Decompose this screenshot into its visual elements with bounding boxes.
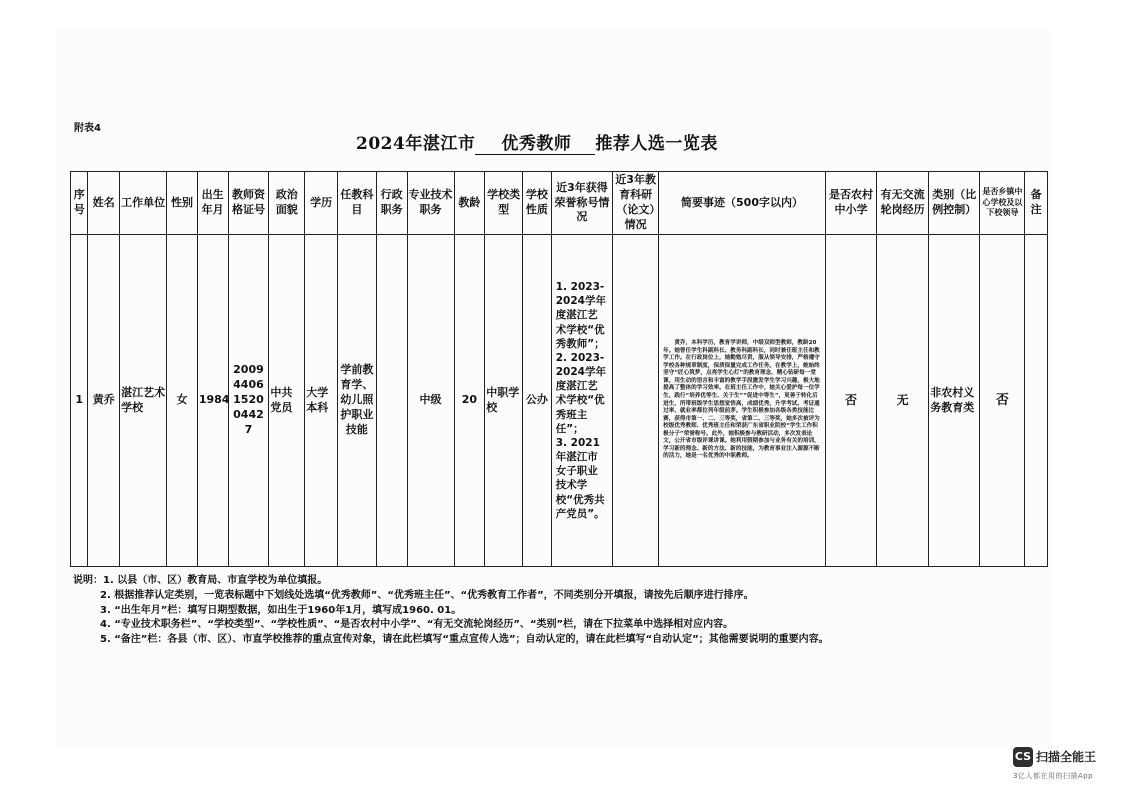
cell-education: 大学本科	[305, 235, 338, 567]
note-line: 2. 根据推荐认定类别，一览表标题中下划线处选填“优秀教师”、“优秀班主任”、“优秀教育工作者”，不同类别分开填报，请按先后顺序进行排序。	[100, 589, 754, 601]
cell-unit: 湛江艺术学校	[120, 235, 167, 567]
header-unit: 工作单位	[120, 172, 167, 235]
header-leader: 是否乡镇中心学校及以下校领导	[980, 172, 1025, 235]
cell-admin	[376, 235, 407, 567]
header-honors: 近3年获得荣誉称号情况	[551, 172, 612, 235]
title-prefix: 2024年湛江市	[356, 134, 476, 154]
header-political: 政治面貌	[269, 172, 305, 235]
scanner-name: 扫描全能王	[1036, 750, 1097, 764]
cell-leader: 否	[980, 235, 1025, 567]
scanner-tagline: 3亿人都在用的扫描App	[1013, 771, 1094, 780]
header-type: 类别（比例控制）	[929, 172, 980, 235]
header-education: 学历	[305, 172, 338, 235]
header-cert: 教师资格证号	[228, 172, 269, 235]
cell-cert: 20094406152004427	[228, 235, 269, 567]
cell-birth: 1984	[197, 235, 228, 567]
cell-rural: 否	[825, 235, 876, 567]
cell-type: 非农村义务教育类	[929, 235, 980, 567]
notes	[73, 574, 829, 648]
scanner-logo-icon: CS	[1013, 747, 1033, 767]
cell-name: 黄乔	[88, 235, 120, 567]
note-line: 说明：1. 以县（市、区）教育局、市直学校为单位填报。	[73, 575, 328, 586]
header-remark: 备注	[1025, 172, 1048, 235]
header-school-nature: 学校性质	[523, 172, 552, 235]
cell-title: 中级	[407, 235, 454, 567]
note-line: 4. “专业技术职务栏”、“学校类型”、“学校性质”、“是否农村中小学”、“有无交流轮岗经历”、“类别”栏，请在下拉菜单中选择相对应内容。	[100, 619, 734, 631]
cell-school-nature: 公办	[523, 235, 552, 567]
scanner-watermark	[1013, 746, 1096, 781]
cell-research	[613, 235, 659, 567]
cell-school-type: 中职学校	[485, 235, 523, 567]
header-rotation: 有无交流轮岗经历	[877, 172, 929, 235]
header-rural: 是否农村中小学	[825, 172, 876, 235]
header-teaching-years: 教龄	[454, 172, 485, 235]
cell-remark	[1025, 235, 1048, 567]
header-name: 姓名	[88, 172, 120, 235]
cell-political: 中共党员	[269, 235, 305, 567]
cell-honors	[551, 235, 612, 567]
header-admin: 行政职务	[376, 172, 407, 235]
cell-subject: 学前教育学、幼儿照护职业技能	[337, 235, 376, 567]
cell-deeds: 黄乔，本科学历，教育学讲师，中级双师型教师，教龄20年。她曾任学生科副科长、教务科副科长，同时兼任班主任和教学工作。在行政岗位上，她勤勉尽责，服从领导安排，严格遵守学校各种规章制度，保质保量完成工作任务。在教学上，她始终坚守“匠心筑梦，点亮学生心灯”的教育理念，精心钻研每一堂课，用生动的语言和丰富的教学手段激发学生学习兴趣，极大地提高了整体的学习效率。在班主任工作中，她关心爱护每一位学生，践行“培养优等生、关于生”“促进中等生”，更善于转化后进生，所带班级学生思想觉悟高，成绩优秀，升学考试、考证通过率、就业率都位列年级前茅。学生积极参加各级各类技能比赛，获得市第一、二、三等奖，省第二、三等奖，她多次被评为校级优秀教师、优秀班主任和荣获广东省职业院校“学生工作积极分子”荣誉称号。此外，她积极参与教研活动，多次发表论文，公开省市级评课讲课。她利用假期参加与业务有关的培训，学习新的理念、新的方法、新的技能，为教育事业注入源源不断的活力，她是一名优秀的中职教师。	[659, 235, 826, 567]
title-category: 优秀教师	[475, 129, 595, 155]
header-deeds: 简要事迹（500字以内）	[659, 172, 826, 235]
cell-gender: 女	[167, 235, 198, 567]
header-title: 专业技术职务	[407, 172, 454, 235]
honor-item: 3. 2021年湛江市女子职业技术学校“优秀共产党员”。	[555, 436, 605, 520]
header-birth: 出生年月	[197, 172, 228, 235]
honor-item: 1. 2023-2024学年度湛江艺术学校“优秀教师”；	[555, 281, 606, 350]
honor-item: 2. 2023-2024学年度湛江艺术学校“优秀班主任”；	[555, 351, 606, 435]
header-research: 近3年教育科研（论文）情况	[613, 172, 659, 235]
cell-teaching-years: 20	[454, 235, 485, 567]
page-title	[356, 129, 718, 155]
header-subject: 任教科目	[337, 172, 376, 235]
title-suffix: 推荐人选一览表	[595, 134, 718, 154]
header-school-type: 学校类型	[485, 172, 523, 235]
note-line: 5. “备注”栏：各县（市、区）、市直学校推荐的重点宣传对象，请在此栏填写“重点宣传人选”；自动认定的，请在此栏填写“自动认定”；其他需要说明的重要内容。	[100, 634, 829, 646]
attachment-label: 附表4	[74, 123, 101, 134]
candidate-table	[70, 171, 1048, 567]
cell-no: 1	[71, 235, 88, 567]
cell-rotation: 无	[877, 235, 929, 567]
header-no: 序号	[71, 172, 88, 235]
table-row	[71, 235, 1048, 567]
header-gender: 性别	[167, 172, 198, 235]
table-header-row	[71, 172, 1048, 235]
note-line: 3. “出生年月”栏：填写日期型数据，如出生于1960年1月，填写成1960. 01。	[100, 604, 462, 616]
